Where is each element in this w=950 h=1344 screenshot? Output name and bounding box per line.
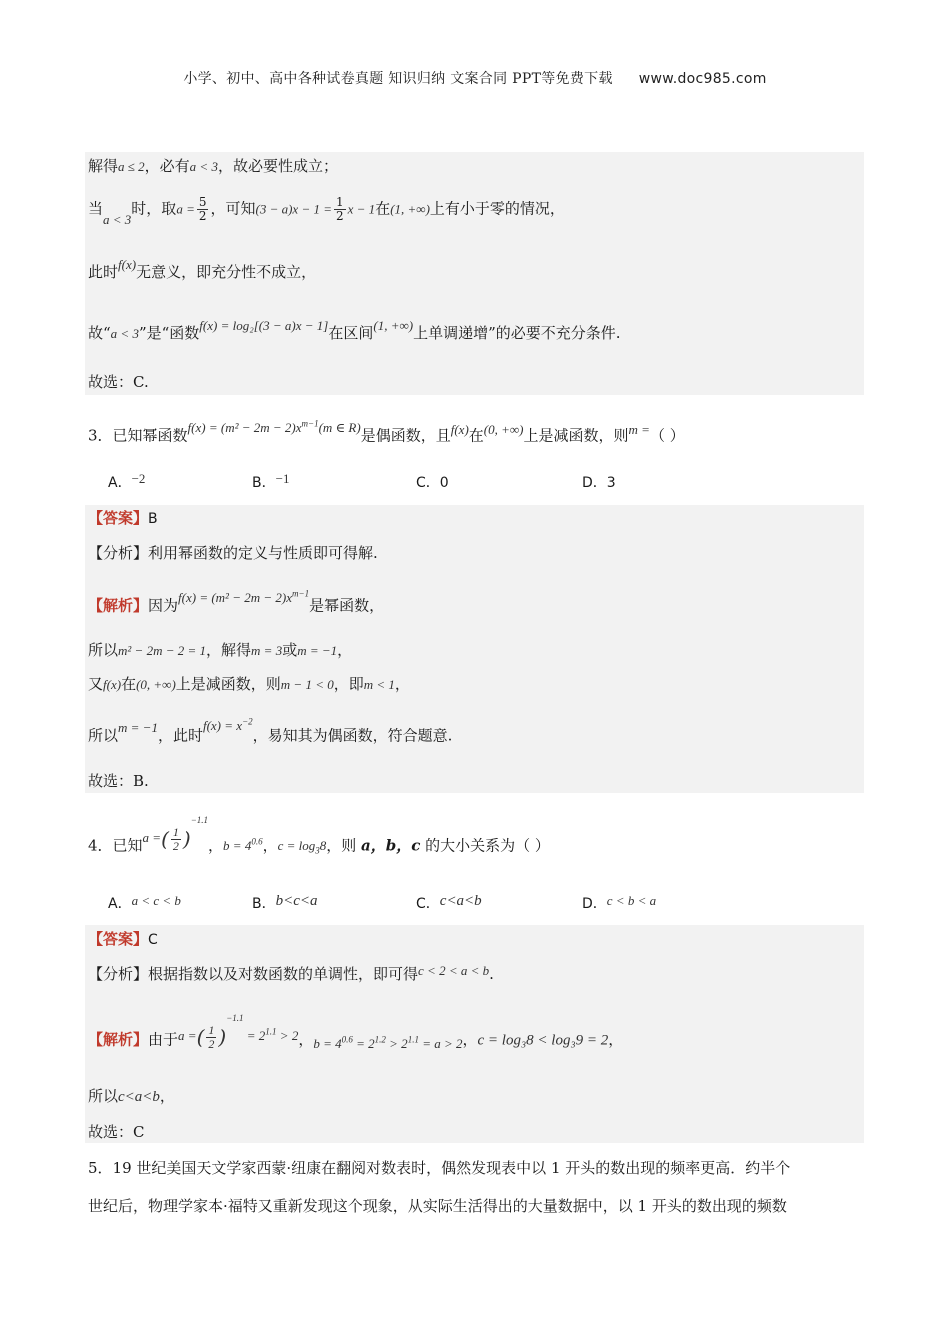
q2-line-4 — [88, 318, 621, 344]
text: ， — [208, 836, 224, 855]
math: m = 3 — [251, 643, 283, 658]
text: 所以 — [88, 726, 119, 745]
math: f(x) = log₂[(3 − a)x − 1] — [199, 318, 329, 333]
answer-value: C — [148, 932, 158, 948]
math: m = −1 — [297, 643, 338, 658]
q2-line-2 — [88, 195, 565, 227]
math: f(x) — [118, 257, 137, 272]
math: c < 2 < a < b — [418, 963, 490, 978]
math: m < 1 — [363, 677, 395, 692]
text: ， — [608, 1030, 624, 1049]
solution-tag: 【解析】 — [88, 596, 149, 615]
analysis-tag: 【分析】 — [88, 965, 149, 983]
q3-option-d[interactable]: D．3 — [582, 475, 616, 491]
text: 上单调递增”的必要不充分条件. — [413, 324, 621, 342]
text: 所以 — [88, 1087, 119, 1105]
text: ，必有 — [144, 157, 190, 175]
q5-line-1 — [88, 1158, 790, 1178]
q2-line-3 — [88, 257, 317, 283]
math: m = — [628, 422, 650, 438]
text: ， — [159, 1087, 175, 1105]
fraction: $\frac{1}{2}$ — [336, 195, 344, 223]
q4-option-d[interactable]: D．c < b < a — [582, 893, 657, 912]
q4-sol-line-3 — [88, 1122, 144, 1142]
text: 4．已知 — [88, 836, 143, 855]
math: a < 3 — [189, 159, 218, 174]
q3-sol-line-2 — [88, 640, 352, 661]
text: 故选：B. — [88, 772, 149, 790]
text: 在 — [375, 199, 391, 218]
math: a < 3 — [110, 326, 139, 341]
q3-sol-line-4 — [88, 717, 453, 746]
analysis-text: 利用幂函数的定义与性质即可得解. — [148, 544, 378, 562]
q2-line-5 — [88, 372, 149, 392]
text: ，此时 — [157, 726, 203, 745]
q4-sol-line-1 — [88, 1013, 624, 1055]
text: 是偶函数，且 — [360, 426, 451, 445]
text: 上是减函数，则 — [175, 675, 281, 693]
math: a =( $\frac{1}{2}$ )$^{-1.1}$ — [142, 815, 209, 853]
q4-option-a[interactable]: A．a < c < b — [108, 893, 181, 912]
text: ，即 — [333, 675, 364, 693]
math: (1, +∞) — [373, 318, 414, 333]
math: f(x) — [450, 422, 469, 438]
q4-sol-line-2 — [88, 1086, 175, 1107]
q3-stem — [88, 419, 685, 446]
text: ， — [462, 1030, 478, 1049]
text: ， — [298, 1030, 314, 1049]
text: 在 — [468, 426, 484, 445]
q4-answer — [88, 929, 158, 950]
text: 当 — [88, 199, 104, 218]
text: 上是减函数，则 — [523, 426, 629, 445]
q4-analysis — [88, 964, 494, 985]
math: $f(x) = (m^2 - 2m - 2)x^{m-1}$ — [178, 589, 310, 606]
math: $f(x) = (m^2 - 2m - 2)x^{m-1}(m$ ∈ R) — [187, 419, 361, 436]
math: (0, +∞) — [136, 677, 176, 692]
text: 在区间 — [328, 324, 374, 342]
text: 3．已知幂函数 — [88, 426, 188, 445]
text: 故“ — [88, 324, 111, 342]
math: m² − 2m − 2 = 1 — [118, 643, 207, 658]
text: 又 — [88, 675, 104, 693]
text: 或 — [282, 641, 298, 659]
q2-line-1 — [88, 156, 338, 177]
text: 5．19 世纪美国天文学家西蒙·纽康在翻阅对数表时，偶然发现表中以 1 开头的数出现的频率更高．约半个 — [88, 1159, 791, 1177]
text: 所以 — [88, 641, 119, 659]
page-header — [0, 68, 950, 88]
text: 的大小关系为（ ） — [420, 836, 550, 855]
math: $c = \log_38$ — [277, 838, 327, 856]
text: 故选：C. — [88, 373, 149, 391]
math: $b = 4^{0.6} = 2^{1.2} > 2^{1.1} = a > 2$ — [313, 1035, 463, 1052]
q4-stem — [88, 815, 550, 861]
text: 因为 — [148, 596, 179, 615]
math: $f(x) = x^{-2}$ — [202, 717, 253, 734]
math: (3 − a)x − 1 = — [255, 201, 332, 217]
text: ，可知 — [210, 199, 256, 218]
q5-line-2 — [88, 1196, 787, 1216]
q4-option-b[interactable]: B．b<c<a — [252, 893, 318, 912]
analysis-tag: 【分析】 — [88, 544, 149, 562]
text: 此时 — [88, 263, 119, 281]
math: c = log₃8 < log₃9 = 2 — [477, 1032, 609, 1049]
text: 上有小于零的情况， — [429, 199, 565, 218]
answer-tag: 【答案】 — [88, 509, 149, 527]
text: ， — [394, 675, 410, 693]
q3-option-a[interactable]: A．−2 — [108, 471, 146, 491]
text: 世纪后，物理学家本·福特又重新发现这个现象，从实际生活得出的大量数据中，以 1 开头的数出现的频数 — [88, 1197, 787, 1215]
variables: a，b，c — [361, 836, 421, 855]
q3-sol-line-3 — [88, 674, 410, 695]
text: . — [489, 965, 494, 983]
math: a < 3 — [103, 211, 132, 227]
math: $b = 4^{0.6}$ — [223, 837, 263, 854]
q3-answer — [88, 508, 158, 529]
q3-sol-line-5 — [88, 771, 149, 791]
text: （ ） — [649, 426, 685, 445]
text: ，解得 — [206, 641, 252, 659]
math: f(x) — [103, 677, 122, 692]
math: a = — [176, 201, 195, 217]
q3-sol-line-1 — [88, 589, 385, 616]
q3-option-b[interactable]: B．−1 — [252, 471, 290, 491]
q3-analysis — [88, 543, 378, 563]
math: x − 1 — [347, 201, 376, 217]
solution-tag: 【解析】 — [88, 1030, 149, 1049]
header-site-link[interactable]: www.doc985.com — [638, 71, 767, 87]
text: 时，取 — [131, 199, 177, 218]
math: m = −1 — [118, 720, 158, 736]
math: m − 1 < 0 — [280, 677, 334, 692]
text: 解得 — [88, 157, 119, 175]
text: 由于 — [148, 1030, 179, 1049]
text: ”是“函数 — [138, 324, 200, 342]
answer-tag: 【答案】 — [88, 930, 149, 948]
q3-option-c[interactable]: C．0 — [416, 475, 449, 491]
text: ，故必要性成立； — [217, 157, 338, 175]
header-text: 小学、初中、高中各种试卷真题 知识归纳 文案合同 PPT等免费下载 — [183, 71, 613, 87]
text: 故选：C — [88, 1123, 145, 1141]
text: 无意义，即充分性不成立， — [136, 263, 317, 281]
text: ， — [262, 836, 278, 855]
analysis-text: 根据指数以及对数函数的单调性，即可得 — [148, 965, 419, 983]
math: (0, +∞) — [483, 422, 524, 438]
text: ，易知其为偶函数，符合题意. — [252, 726, 453, 745]
text: 在 — [121, 675, 137, 693]
math: c<a<b — [118, 1089, 160, 1105]
q4-option-c[interactable]: C．c<a<b — [416, 893, 482, 912]
math: a =( $\frac{1}{2}$ )$^{-1.1} = 2^{1.1} > 2$ — [178, 1013, 299, 1051]
math: a ≤ 2 — [118, 159, 145, 174]
text: 是幂函数， — [309, 596, 385, 615]
text: ，则 — [326, 836, 362, 855]
math: (1, +∞) — [390, 201, 430, 217]
text: ， — [337, 641, 353, 659]
answer-value: B — [148, 511, 158, 527]
fraction: $\frac{5}{2}$ — [198, 195, 207, 223]
